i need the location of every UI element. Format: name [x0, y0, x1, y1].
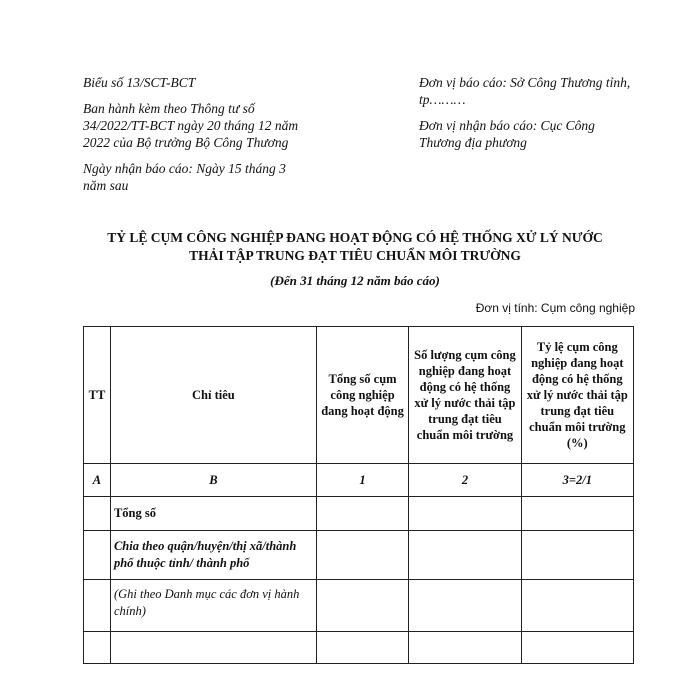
- table-index-row: [84, 464, 634, 497]
- row-label-note: (Ghi theo Danh mục các đơn vị hành chính): [110, 580, 316, 632]
- row-label-empty: [110, 632, 316, 664]
- cell-tt: [84, 580, 111, 632]
- issued-with-note: Ban hành kèm theo Thông tư số 34/2022/TT-BCT ngày 20 tháng 12 năm 2022 của Bộ trưởng Bộ Công Thương: [83, 101, 299, 150]
- header-ratio: Tỷ lệ cụm công nghiệp đang hoạt động có hệ thống xử lý nước thải tập trung đạt tiêu chuẩn môi trường (%): [521, 327, 633, 464]
- cell-value[interactable]: [316, 580, 409, 632]
- table-header-row: [84, 327, 634, 464]
- cell-value[interactable]: [316, 632, 409, 664]
- index-cell-3: 3=2/1: [521, 464, 633, 497]
- row-label-breakdown: Chia theo quận/huyện/thị xã/thành phố thuộc tỉnh/ thành phố: [110, 531, 316, 580]
- header-indicator: Chỉ tiêu: [110, 327, 316, 464]
- cell-value[interactable]: [409, 531, 521, 580]
- report-table: [83, 326, 634, 664]
- header-right-block: [419, 74, 634, 160]
- receive-date-note: Ngày nhận báo cáo: Ngày 15 tháng 3 năm sau: [83, 161, 286, 193]
- table-row-total: [84, 497, 634, 531]
- unit-label: Đơn vị tính: Cụm công nghiệp: [475, 301, 635, 315]
- receiving-unit: Đơn vị nhận báo cáo: Cục Công Thương địa phương: [419, 118, 595, 150]
- cell-value[interactable]: [316, 531, 409, 580]
- cell-tt: [84, 497, 111, 531]
- table-row-breakdown: [84, 531, 634, 580]
- header-tt: TT: [84, 327, 111, 464]
- cell-value[interactable]: [521, 580, 633, 632]
- form-number: Biểu số 13/SCT-BCT: [83, 75, 196, 90]
- table-row-empty: [84, 632, 634, 664]
- title-line-1: TỶ LỆ CỤM CÔNG NGHIỆP ĐANG HOẠT ĐỘNG CÓ HỆ THỐNG XỬ LÝ NƯỚC: [107, 230, 603, 245]
- cell-value[interactable]: [521, 531, 633, 580]
- header-left-block: [83, 74, 308, 203]
- cell-tt: [84, 632, 111, 664]
- cell-value[interactable]: [521, 497, 633, 531]
- report-title: [60, 229, 650, 265]
- index-cell-2: 2: [409, 464, 521, 497]
- reporting-unit: Đơn vị báo cáo: Sở Công Thương tỉnh, tp………: [419, 75, 631, 107]
- index-cell-b: B: [110, 464, 316, 497]
- header-total-clusters: Tổng số cụm công nghiệp đang hoạt động: [316, 327, 409, 464]
- index-cell-1: 1: [316, 464, 409, 497]
- cell-tt: [84, 531, 111, 580]
- index-cell-a: A: [84, 464, 111, 497]
- cell-value[interactable]: [409, 497, 521, 531]
- title-line-2: THẢI TẬP TRUNG ĐẠT TIÊU CHUẨN MÔI TRƯỜNG: [189, 248, 521, 263]
- cell-value[interactable]: [409, 580, 521, 632]
- cell-value[interactable]: [316, 497, 409, 531]
- table-row-note: [84, 580, 634, 632]
- cell-value[interactable]: [521, 632, 633, 664]
- report-subtitle: (Đến 31 tháng 12 năm báo cáo): [270, 273, 440, 288]
- row-label-total: Tổng số: [110, 497, 316, 531]
- header-qualified-clusters: Số lượng cụm công nghiệp đang hoạt động có hệ thống xử lý nước thải tập trung đạt tiêu chuẩn môi trường: [409, 327, 521, 464]
- cell-value[interactable]: [409, 632, 521, 664]
